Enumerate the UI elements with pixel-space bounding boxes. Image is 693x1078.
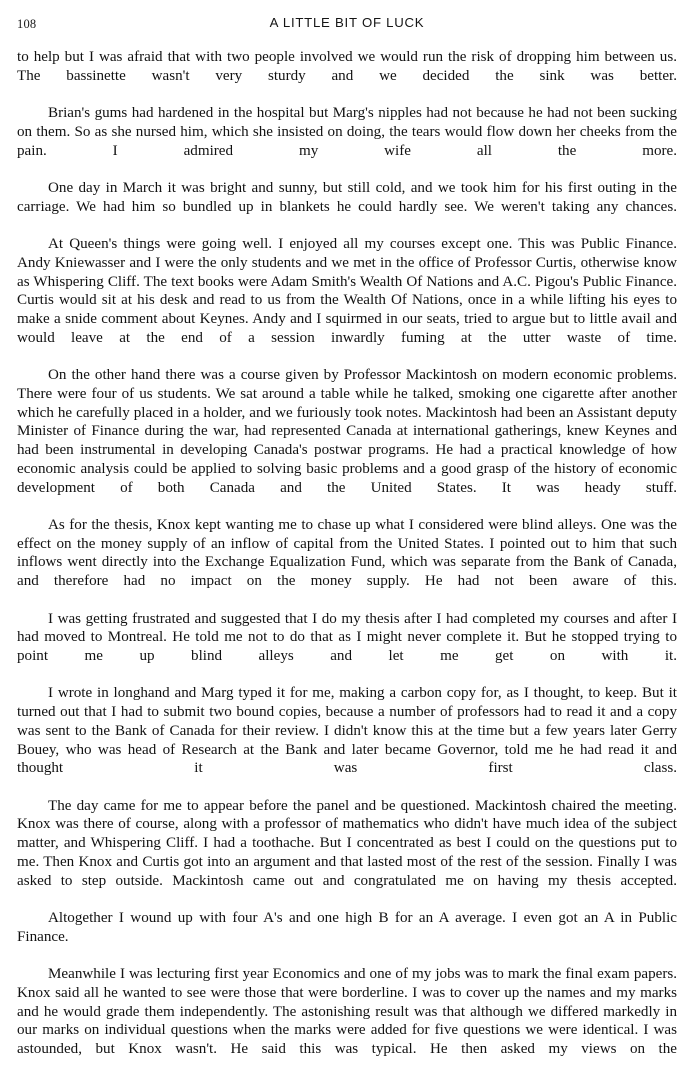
- paragraph: On the other hand there was a course given by Professor Mackintosh on modern economic problems. There were four of us students. We sat around a table while he talked, smoking one cigarette after another which he carefully placed in a holder, and we furiously took notes. Mackintosh had been an Assistant deputy Minister of Finance during the war, had represented Canada at international gatherings, knew Keynes and had been instrumental in developing Canada's postwar programs. He had a practical knowledge of how economic analysis could be applied to solving basic problems and a good grasp of the history of economic development of both Canada and the United States. It was heady stuff.: [17, 367, 677, 496]
- paragraph: Meanwhile I was lecturing first year Economics and one of my jobs was to mark the final exam papers. Knox said all he wanted to see were those that were borderline. I was to cover up the names and my marks and he would grade them independently. The astonishing result was that although we differed markedly in our marks on individual questions when the marks were added for five questions we were identical. I was astounded, but Knox wasn't. He said this was typical. He then asked my views on the: [17, 966, 677, 1058]
- paragraph: One day in March it was bright and sunny, but still cold, and we took him for his first outing in the carriage. We had him so bundled up in blankets he could hardly see. We weren't taking any chances.: [17, 180, 677, 215]
- page-number: 108: [17, 17, 37, 31]
- body-text-block: [17, 48, 677, 1078]
- paragraph: to help but I was afraid that with two people involved we would run the risk of dropping him between us. The bassinette wasn't very sturdy and we decided the sink was better.: [17, 49, 677, 84]
- paragraph: I was getting frustrated and suggested that I do my thesis after I had completed my courses and after I had moved to Montreal. He told me not to do that as I might never complete it. But he stopped trying to point me up blind alleys and let me get on with it.: [17, 610, 677, 664]
- paragraph: As for the thesis, Knox kept wanting me to chase up what I considered were blind alleys. One was the effect on the money supply of an inflow of capital from the United States. I pointed out to him that such inflows went directly into the Exchange Equalization Fund, which was separate from the Bank of Canada, and therefore had no impact on the money supply. He had not been aware of this.: [17, 516, 677, 590]
- paragraph: Altogether I wound up with four A's and one high B for an A average. I even got an A in Public Finance.: [17, 910, 677, 945]
- book-title-header: A LITTLE BIT OF LUCK: [269, 15, 425, 30]
- running-header: [17, 15, 677, 35]
- paragraph: The day came for me to appear before the panel and be questioned. Mackintosh chaired the meeting. Knox was there of course, along with a professor of mathematics who didn't have much idea of the subject matter, and Whispering Cliff. I had a toothache. But I concentrated as best I could on the questions put to me. Then Knox and Curtis got into an argument and that lasted most of the rest of the session. Finally I was asked to step outside. Mackintosh came out and congratulated me on having my thesis accepted.: [17, 797, 677, 889]
- paragraph: I wrote in longhand and Marg typed it for me, making a carbon copy for, as I thought, to keep. But it turned out that I had to submit two bound copies, because a number of professors had to read it and a copy was sent to the Bank of Canada for their review. I didn't know this at the time but a few years later Gerry Bouey, who was head of Research at the Bank and later became Governor, told me he had read it and thought it was first class.: [17, 685, 677, 777]
- paragraph: Brian's gums had hardened in the hospital but Marg's nipples had not because he had not been sucking on them. So as she nursed him, which she insisted on doing, the tears would flow down her cheeks from the pain. I admired my wife all the more.: [17, 105, 677, 159]
- paragraph: At Queen's things were going well. I enjoyed all my courses except one. This was Public Finance. Andy Kniewasser and I were the only students and we met in the office of Professor Curtis, otherwise know as Whispering Cliff. The text books were Adam Smith's Wealth Of Nations and A.C. Pigou's Public Finance. Curtis would sit at his desk and read to us from the Wealth Of Nations, once in a while lifting his eyes to make a snide comment about Keynes. Andy and I squirmed in our seats, tried to argue but to little avail and would leave at the end of a session inwardly fuming at the utter waste of time.: [17, 236, 677, 346]
